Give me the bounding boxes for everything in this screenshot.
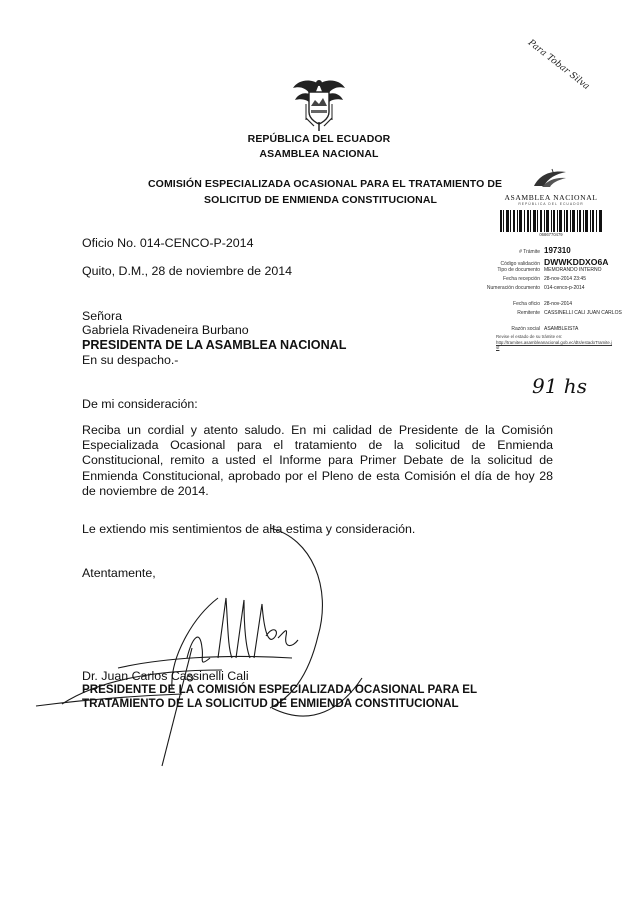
stamp-footer-text: Revise el estado de su trámite en: — [496, 334, 563, 339]
stamp-row-remitente — [478, 310, 628, 316]
coat-of-arms-emblem — [292, 74, 346, 132]
stamp-row-label: Tipo de documento — [497, 267, 540, 273]
stamp-row-label: Razón social — [511, 326, 540, 332]
tramite-value: 197310 — [544, 246, 571, 255]
codigo-value: DWWKDDXO6A — [544, 257, 609, 267]
recipient-location: En su despacho.- — [82, 353, 179, 367]
header-assembly: ASAMBLEA NACIONAL — [259, 148, 379, 160]
body-paragraph: Reciba un cordial y atento saludo. En mi calidad de Presidente de la Comisión Especializada Ocasional para el tratamiento de la solicitud de Enmienda Constitucional, remito a usted el Informe para Primer Debate de la solicitud de Enmienda Constitucional, aprobado por el Pleno de esta Comisión el día de hoy 28 de noviembre de 2014. — [82, 423, 553, 498]
oficio-number: Oficio No. 014-CENCO-P-2014 — [82, 236, 254, 250]
closing-line: Le extiendo mis sentimientos de alta estima y consideración. — [82, 522, 416, 536]
stamp-row-tipo — [478, 267, 638, 273]
stamp-footer-link[interactable]: http://tramites.asambleanacional.gob.ec/dts/estadoTramite.jsf — [496, 340, 613, 351]
signer-name: Dr. Juan Carlos Cassinelli Cali — [82, 669, 249, 683]
recipient-name: Gabriela Rivadeneira Burbano — [82, 323, 249, 337]
handwritten-corner-note: Para Tobar Silva — [525, 38, 592, 93]
signer-role-line2: TRATAMIENTO DE LA SOLICITUD DE ENMIENDA CONSTITUCIONAL — [82, 697, 459, 710]
handwritten-initials: 91 hs — [532, 374, 587, 398]
sign-off: Atentamente, — [82, 566, 156, 580]
stamp-row-value: ASAMBLEISTA — [544, 326, 579, 332]
header-republic: REPÚBLICA DEL ECUADOR — [247, 133, 391, 145]
stamp-row-fecha-oficio — [478, 301, 638, 307]
stamp-row-value: MEMORANDO INTERNO — [544, 267, 602, 273]
codigo-label: Código validación — [500, 261, 540, 267]
greeting: De mi consideración: — [82, 397, 198, 411]
stamp-row-label: Remitente — [517, 310, 540, 316]
salutation-title: Señora — [82, 309, 122, 323]
barcode — [500, 210, 602, 232]
place-date: Quito, D.M., 28 de noviembre de 2014 — [82, 264, 293, 278]
assembly-logo-text: ASAMBLEA NACIONAL — [504, 193, 598, 202]
stamp-row-value: CASSINELLI CALI JUAN CARLOS — [544, 310, 622, 316]
assembly-logo-subtext: REPÚBLICA DEL ECUADOR — [518, 202, 584, 206]
stamp-row-label: Fecha recepción — [503, 276, 540, 282]
assembly-logo-icon — [530, 168, 570, 190]
handwritten-signature — [22, 508, 482, 768]
stamp-row-fecha-recepcion — [478, 276, 638, 282]
stamp-row-value: 014-cenco-p-2014 — [544, 285, 585, 291]
stamp-row-label: Numeración documento — [486, 285, 540, 291]
stamp-row-razon-social — [478, 326, 638, 332]
header-subtitle: SOLICITUD DE ENMIENDA CONSTITUCIONAL — [204, 194, 438, 206]
stamp-row-value: 28-nov-2014 — [544, 301, 573, 307]
reception-stamp — [478, 168, 638, 408]
stamp-row-label: Fecha oficio — [513, 301, 540, 307]
header-commission: COMISIÓN ESPECIALIZADA OCASIONAL PARA EL TRATAMIENTO DE — [148, 178, 503, 190]
stamp-row-numeracion — [478, 285, 638, 291]
recipient-role: PRESIDENTA DE LA ASAMBLEA NACIONAL — [82, 338, 347, 352]
signer-role-line1: PRESIDENTE DE LA COMISIÓN ESPECIALIZADA OCASIONAL PARA EL — [82, 683, 478, 696]
stamp-row-value: 28-nov-2014 23:45 — [544, 276, 586, 282]
tramite-label: # Trámite — [519, 249, 540, 255]
barcode-caption: 0686770479 — [539, 232, 563, 237]
